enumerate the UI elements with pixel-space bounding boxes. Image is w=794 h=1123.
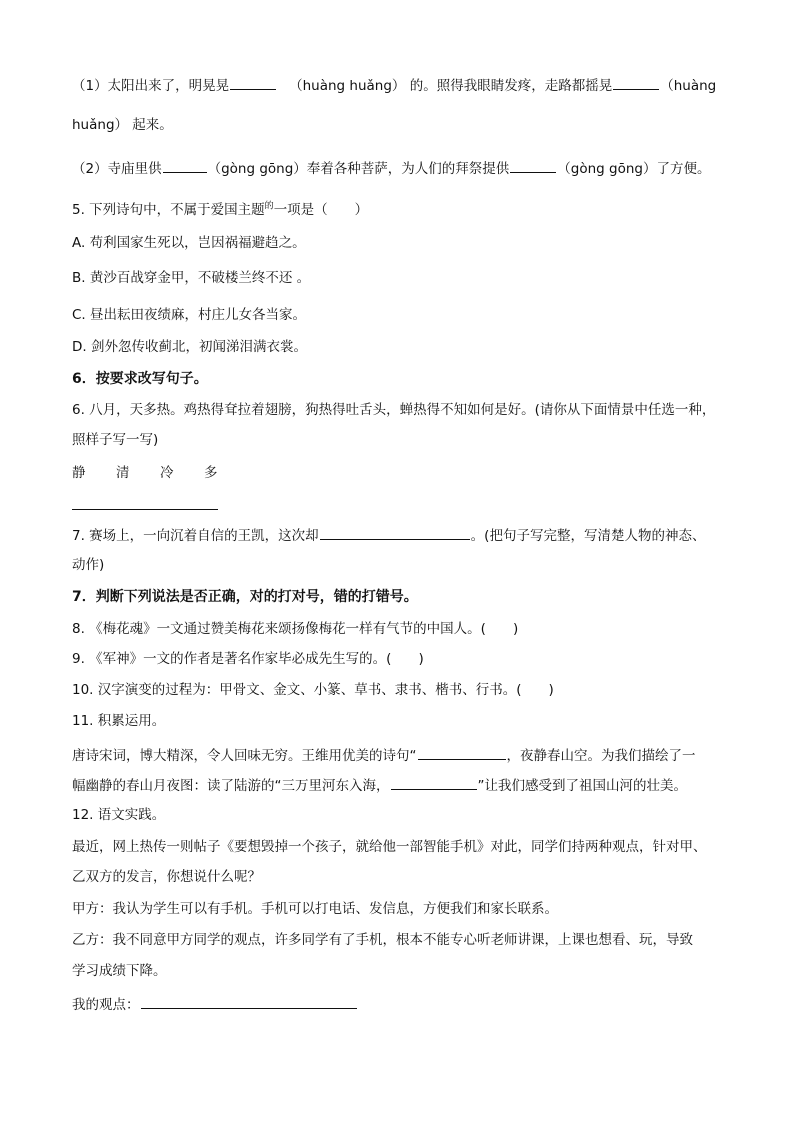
- q11-line1: [72, 744, 732, 766]
- q5-stem-text-b: 一项是（ ）: [273, 202, 369, 218]
- q11-text-a2: ，夜静春山空。为我们描绘了一: [506, 748, 696, 764]
- q9-item[interactable]: 9. 《军神》一文的作者是著名作家毕必成先生写的。( ): [72, 651, 424, 667]
- q6-choice-2[interactable]: 清: [116, 465, 130, 481]
- q6-answer-line[interactable]: [72, 509, 218, 510]
- section-6-title: 6．按要求改写句子。: [72, 371, 208, 387]
- q11-text-a1: 唐诗宋词，博大精深，令人回味无穷。王维用优美的诗句“: [72, 748, 417, 764]
- q7-text-b: 。(把句子写完整，写清楚人物的神态、: [470, 528, 706, 544]
- q5-stem: [72, 200, 732, 220]
- q8-item[interactable]: 8. 《梅花魂》一文通过赞美梅花来颂扬像梅花一样有气节的中国人。( ): [72, 621, 519, 637]
- section-7-title: 7．判断下列说法是否正确，对的打对号，错的打错号。: [72, 589, 418, 605]
- q7-blank[interactable]: [320, 524, 470, 540]
- q11-text-b1: 幅幽静的春山月夜图：读了陆游的“三万里河东入海，: [72, 778, 390, 794]
- q4-1-blank-2[interactable]: [613, 74, 659, 90]
- q4-1-text-c: （huàng: [660, 78, 717, 94]
- q12-title: 12. 语文实践。: [72, 807, 166, 823]
- q12-mine-blank[interactable]: [141, 993, 357, 1009]
- q12-jia: 甲方：我认为学生可以有手机。手机可以打电话、发信息，方便我们和家长联系。: [72, 901, 558, 917]
- q4-2-text-b: （gòng gōng）奉着各种菩萨，为人们的拜祭提供: [207, 161, 510, 177]
- q12-yi-line2: 学习成绩下降。: [72, 963, 167, 979]
- q4-1-blank-1[interactable]: [230, 74, 276, 90]
- q5-option-a[interactable]: A. 苟利国家生死以，岂因祸福避趋之。: [72, 235, 306, 251]
- q4-1-text-a: （1）太阳出来了，明晃晃: [72, 78, 230, 94]
- q7-line1: [72, 524, 732, 546]
- q4-2-blank-1[interactable]: [163, 157, 207, 173]
- q11-blank-1[interactable]: [418, 744, 506, 760]
- q4-1-text-b: （huàng huǎng） 的。照得我眼睛发疼，走路都摇晃: [289, 78, 613, 94]
- q7-text-a: 7. 赛场上，一向沉着自信的王凯，这次却: [72, 528, 319, 544]
- q5-stem-text-a: 5. 下列诗句中，不属于爱国主题: [72, 202, 265, 218]
- q6-choices: [72, 463, 732, 483]
- q6-choice-3[interactable]: 冷: [160, 465, 174, 481]
- q10-item[interactable]: 10. 汉字演变的过程为：甲骨文、金文、小篆、草书、隶书、楷书、行书。( ): [72, 682, 554, 698]
- q11-line2: [72, 774, 732, 796]
- q5-stem-sup: 的: [264, 201, 274, 212]
- q4-2-blank-2[interactable]: [510, 157, 556, 173]
- q4-2-text-a: （2）寺庙里供: [72, 161, 162, 177]
- q12-line2: 乙双方的发言，你想说什么呢？: [72, 869, 261, 885]
- q4-2-line: [72, 157, 732, 179]
- q12-yi-line1: 乙方：我不同意甲方同学的观点，许多同学有了手机，根本不能专心听老师讲课，上课也想看、玩，导致: [72, 932, 693, 948]
- q4-2-text-c: （gòng gōng）了方便。: [557, 161, 711, 177]
- q11-blank-2[interactable]: [391, 774, 477, 790]
- q4-1-line1: [72, 74, 732, 96]
- q6-line1: 6. 八月，天多热。鸡热得耷拉着翅膀，狗热得吐舌头，蝉热得不知如何是好。(请你从下面情景中任选一种，: [72, 402, 716, 418]
- q5-option-d[interactable]: D. 剑外忽传收蓟北，初闻涕泪满衣裳。: [72, 339, 307, 355]
- q5-option-b[interactable]: B. 黄沙百战穿金甲，不破楼兰终不还 。: [72, 270, 311, 286]
- q4-1-line2: [72, 115, 732, 135]
- q6-line2: 照样子写一写): [72, 432, 159, 448]
- q5-option-c[interactable]: C. 昼出耘田夜绩麻，村庄儿女各当家。: [72, 307, 307, 323]
- q12-mine-label: 我的观点：: [72, 997, 140, 1013]
- q6-choice-1[interactable]: 静: [72, 465, 86, 481]
- q12-line1: 最近，网上热传一则帖子《要想毁掉一个孩子，就给他一部智能手机》对此，同学们持两种观点，针对甲、: [72, 839, 707, 855]
- q4-1-text-d: huǎng） 起来。: [72, 117, 173, 133]
- q12-mine: [72, 993, 732, 1015]
- q11-title: 11. 积累运用。: [72, 713, 166, 729]
- q7-line2: 动作): [72, 557, 105, 573]
- q11-text-b2: ”让我们感受到了祖国山河的壮美。: [477, 778, 687, 794]
- q6-choice-4[interactable]: 多: [204, 465, 218, 481]
